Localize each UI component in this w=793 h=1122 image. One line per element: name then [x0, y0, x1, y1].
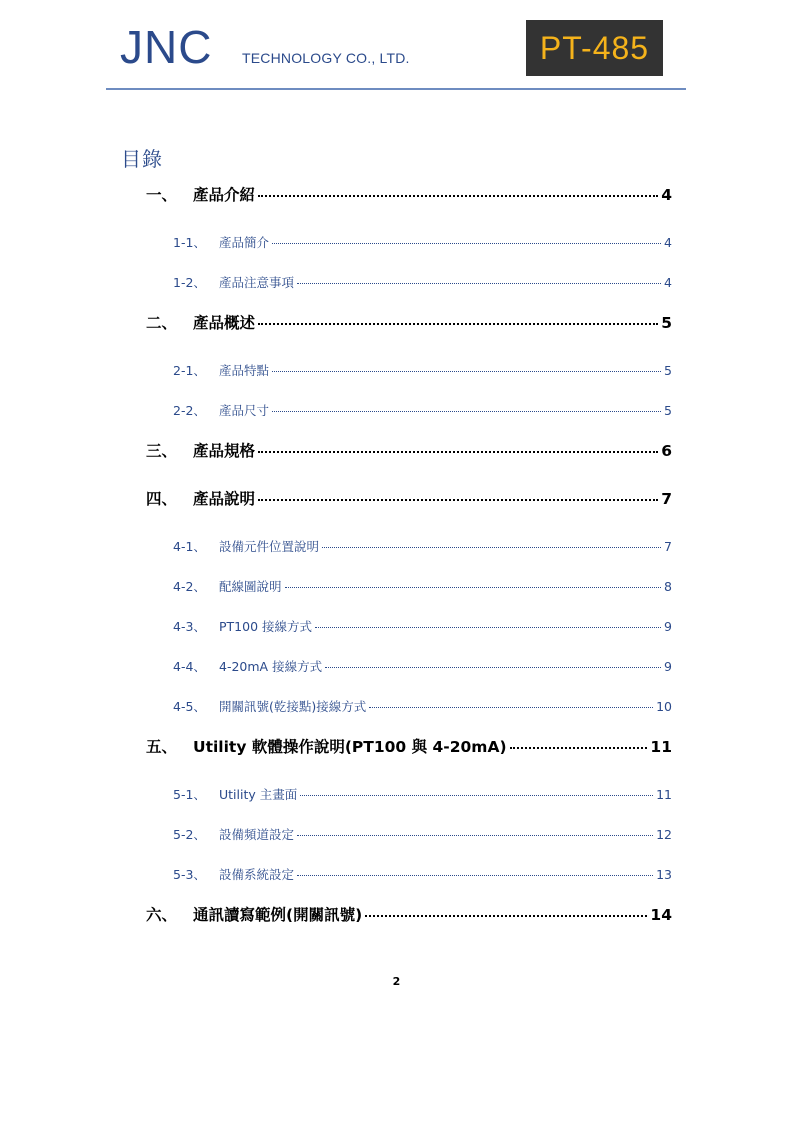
toc-dot-leader — [297, 875, 653, 876]
company-name: TECHNOLOGY CO., LTD. — [242, 50, 410, 66]
toc-section-entry[interactable] — [173, 273, 672, 293]
toc-entry-page: 9 — [664, 619, 672, 634]
toc-section-entry[interactable] — [173, 233, 672, 253]
toc-entry-page: 4 — [661, 186, 672, 204]
toc-entry-page: 7 — [664, 539, 672, 554]
toc-entry-number: 一、 — [146, 186, 178, 204]
toc-entry-page: 13 — [656, 867, 672, 882]
toc-entry-page: 5 — [661, 314, 672, 332]
toc-entry-page: 14 — [650, 906, 672, 924]
toc-dot-leader — [258, 323, 658, 325]
toc-entry-page: 7 — [661, 490, 672, 508]
toc-entry-page: 4 — [664, 235, 672, 250]
toc-dot-leader — [315, 627, 661, 628]
toc-section-entry[interactable] — [173, 825, 672, 845]
toc-section-entry[interactable] — [173, 617, 672, 637]
toc-entry-number: 4-2、 — [173, 579, 206, 594]
toc-dot-leader — [365, 915, 647, 917]
toc-entry-title: 產品規格 — [193, 442, 256, 460]
toc-dot-leader — [285, 587, 662, 588]
toc-entry-title: PT100 接線方式 — [219, 619, 313, 634]
toc-entry-number: 5-1、 — [173, 787, 206, 802]
toc-dot-leader — [272, 243, 661, 244]
toc-entry-page: 4 — [664, 275, 672, 290]
toc-entry-title: 通訊讀寫範例(開關訊號) — [193, 906, 363, 924]
toc-entry-number: 4-3、 — [173, 619, 206, 634]
toc-chapter-entry[interactable] — [146, 735, 672, 759]
toc-dot-leader — [325, 667, 661, 668]
toc-entry-number: 2-1、 — [173, 363, 206, 378]
toc-dot-leader — [297, 835, 653, 836]
toc-entry-number: 4-4、 — [173, 659, 206, 674]
toc-entry-page: 5 — [664, 363, 672, 378]
toc-entry-title: 產品概述 — [193, 314, 256, 332]
toc-dot-leader — [258, 451, 658, 453]
toc-dot-leader — [300, 795, 653, 796]
model-label: PT-485 — [539, 29, 650, 66]
toc-dot-leader — [272, 411, 661, 412]
toc-section-entry[interactable] — [173, 697, 672, 717]
toc-section-entry[interactable] — [173, 361, 672, 381]
toc-entry-title: 設備元件位置說明 — [219, 539, 320, 554]
toc-chapter-entry[interactable] — [146, 183, 672, 207]
toc-entry-title: 產品尺寸 — [219, 403, 270, 418]
toc-dot-leader — [297, 283, 661, 284]
toc-entry-page: 6 — [661, 442, 672, 460]
page-number: 2 — [392, 975, 401, 988]
toc-title: 目錄 — [121, 147, 163, 171]
toc-entry-page: 8 — [664, 579, 672, 594]
toc-entry-number: 1-1、 — [173, 235, 206, 250]
toc-entry-title: 產品介紹 — [193, 186, 256, 204]
toc-entry-title: 4-20mA 接線方式 — [219, 659, 323, 674]
toc-entry-title: 產品特點 — [219, 363, 270, 378]
toc-section-entry[interactable] — [173, 401, 672, 421]
toc-section-entry[interactable] — [173, 577, 672, 597]
toc-entry-number: 5-2、 — [173, 827, 206, 842]
toc-entry-number: 四、 — [146, 490, 178, 508]
toc-entry-number: 5-3、 — [173, 867, 206, 882]
toc-dot-leader — [258, 195, 658, 197]
toc-dot-leader — [258, 499, 658, 501]
toc-section-entry[interactable] — [173, 657, 672, 677]
toc-entry-page: 11 — [656, 787, 672, 802]
toc-entry-page: 9 — [664, 659, 672, 674]
toc-entry-page: 5 — [664, 403, 672, 418]
toc-entry-number: 三、 — [146, 442, 178, 460]
toc-section-entry[interactable] — [173, 865, 672, 885]
toc-dot-leader — [510, 747, 648, 749]
toc-entry-page: 10 — [656, 699, 672, 714]
toc-entry-number: 六、 — [146, 906, 178, 924]
toc-entry-number: 五、 — [146, 738, 178, 756]
toc-entry-number: 二、 — [146, 314, 178, 332]
toc-entry-number: 4-5、 — [173, 699, 206, 714]
toc-entry-title: 產品注意事項 — [219, 275, 295, 290]
toc-entry-title: 設備系統設定 — [219, 867, 295, 882]
toc-entry-number: 4-1、 — [173, 539, 206, 554]
toc-entry-title: Utility 主畫面 — [219, 787, 298, 802]
toc-chapter-entry[interactable] — [146, 903, 672, 927]
toc-section-entry[interactable] — [173, 537, 672, 557]
toc-chapter-entry[interactable] — [146, 487, 672, 511]
toc-entry-title: 配線圖說明 — [219, 579, 282, 594]
toc-entry-title: 開關訊號(乾接點)接線方式 — [219, 699, 367, 714]
toc-entry-number: 1-2、 — [173, 275, 206, 290]
toc-dot-leader — [369, 707, 653, 708]
toc-entry-number: 2-2、 — [173, 403, 206, 418]
toc-chapter-entry[interactable] — [146, 311, 672, 335]
toc-chapter-entry[interactable] — [146, 439, 672, 463]
toc-dot-leader — [322, 547, 661, 548]
toc-dot-leader — [272, 371, 661, 372]
toc-entry-page: 11 — [650, 738, 672, 756]
toc-entry-title: Utility 軟體操作說明(PT100 與 4-20mA) — [193, 738, 507, 756]
brand-logo: JNC — [120, 21, 213, 73]
toc-section-entry[interactable] — [173, 785, 672, 805]
toc-entry-title: 產品簡介 — [219, 235, 270, 250]
toc-entry-page: 12 — [656, 827, 672, 842]
toc-entry-title: 設備頻道設定 — [219, 827, 295, 842]
toc-entry-title: 產品說明 — [193, 490, 256, 508]
